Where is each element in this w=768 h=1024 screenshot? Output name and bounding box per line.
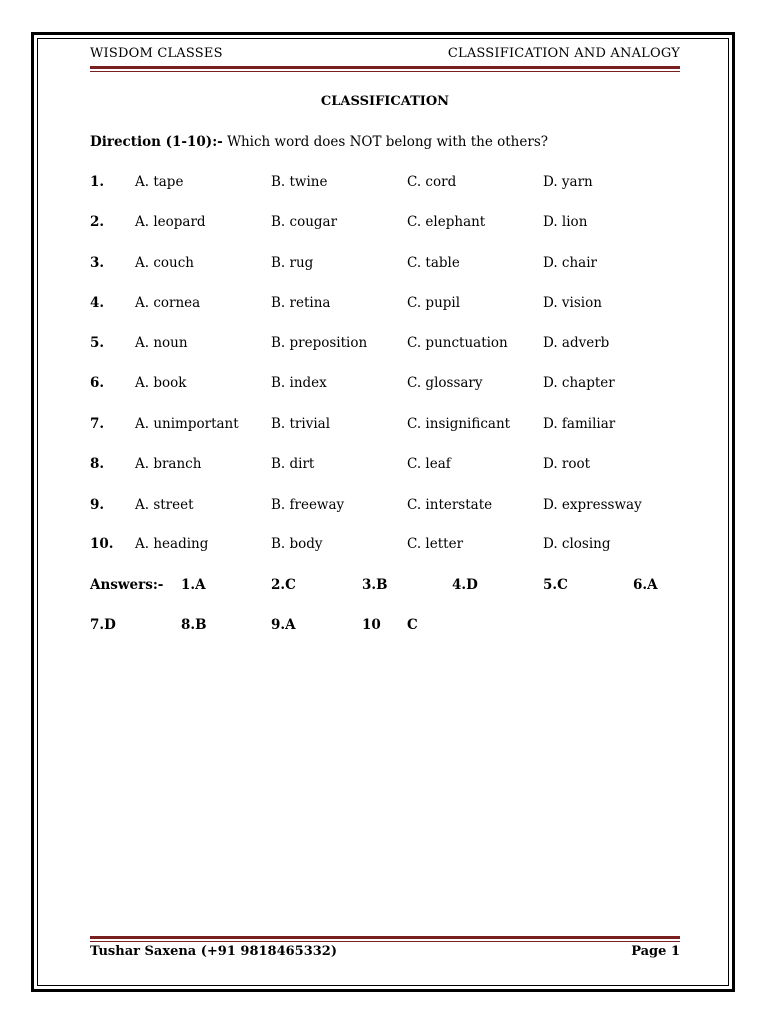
- option-b: B. body: [271, 536, 323, 552]
- answer-item: 3.B: [362, 577, 388, 593]
- option-d: D. vision: [543, 295, 602, 311]
- page-header: [90, 46, 680, 66]
- option-a: A. couch: [135, 255, 194, 271]
- question-row: [90, 335, 680, 355]
- question-row: [90, 295, 680, 315]
- option-d: D. closing: [543, 536, 611, 552]
- direction-label: Direction (1-10):-: [90, 134, 223, 150]
- question-number: 2.: [90, 214, 105, 230]
- question-row: [90, 375, 680, 395]
- option-c: C. insignificant: [407, 416, 511, 432]
- question-number: 8.: [90, 456, 105, 472]
- option-d: D. familiar: [543, 416, 616, 432]
- answer-item: 6.A: [633, 577, 658, 593]
- answers-row-2: [90, 617, 680, 637]
- option-b: B. retina: [271, 295, 331, 311]
- option-c: C. punctuation: [407, 335, 508, 351]
- question-number: 4.: [90, 295, 105, 311]
- question-row: [90, 416, 680, 436]
- option-b: B. rug: [271, 255, 314, 271]
- answer-item: 4.D: [452, 577, 478, 593]
- option-b: B. preposition: [271, 335, 368, 351]
- footer-rule-thick: [90, 936, 680, 939]
- question-row: [90, 255, 680, 275]
- header-left-text: WISDOM CLASSES: [90, 46, 223, 61]
- option-d: D. root: [543, 456, 591, 472]
- option-c: C. cord: [407, 174, 457, 190]
- question-number: 7.: [90, 416, 105, 432]
- option-c: C. letter: [407, 536, 464, 552]
- header-rule-thin: [90, 71, 680, 72]
- option-b: B. twine: [271, 174, 328, 190]
- answer-item: 7.D: [90, 617, 116, 633]
- option-d: D. yarn: [543, 174, 593, 190]
- option-d: D. expressway: [543, 497, 642, 513]
- option-a: A. unimportant: [135, 416, 239, 432]
- option-c: C. pupil: [407, 295, 461, 311]
- answer-item: 5.C: [543, 577, 568, 593]
- answer-item: 1.A: [181, 577, 206, 593]
- question-number: 3.: [90, 255, 105, 271]
- option-c: C. interstate: [407, 497, 493, 513]
- answer-item: 9.A: [271, 617, 296, 633]
- option-a: A. tape: [135, 174, 184, 190]
- answer-item: C: [407, 617, 418, 633]
- option-a: A. book: [135, 375, 187, 391]
- question-row: [90, 214, 680, 234]
- option-d: D. adverb: [543, 335, 610, 351]
- option-a: A. noun: [135, 335, 188, 351]
- direction-text: Which word does NOT belong with the others?: [222, 134, 548, 150]
- question-row: [90, 536, 680, 556]
- option-d: D. chapter: [543, 375, 615, 391]
- option-b: B. index: [271, 375, 327, 391]
- header-rule-thick: [90, 66, 680, 69]
- option-a: A. leopard: [135, 214, 206, 230]
- footer-rule-thin: [90, 941, 680, 942]
- answer-item: 2.C: [271, 577, 296, 593]
- option-a: A. street: [135, 497, 194, 513]
- option-a: A. branch: [135, 456, 202, 472]
- question-number: 5.: [90, 335, 105, 351]
- question-number: 6.: [90, 375, 105, 391]
- header-right-text: CLASSIFICATION AND ANALOGY: [447, 46, 680, 61]
- question-number: 1.: [90, 174, 105, 190]
- answers-label: Answers:-: [90, 577, 164, 593]
- question-number: 9.: [90, 497, 105, 513]
- direction-line: [90, 134, 548, 150]
- question-row: [90, 456, 680, 476]
- option-a: A. cornea: [135, 295, 201, 311]
- option-c: C. table: [407, 255, 460, 271]
- option-b: B. cougar: [271, 214, 338, 230]
- question-row: [90, 497, 680, 517]
- page-title: CLASSIFICATION: [320, 94, 450, 109]
- answer-item: 8.B: [181, 617, 207, 633]
- option-b: B. trivial: [271, 416, 331, 432]
- page-number: Page 1: [631, 944, 680, 959]
- option-c: C. leaf: [407, 456, 451, 472]
- page-footer: [90, 944, 680, 964]
- question-number: 10.: [90, 536, 114, 552]
- option-c: C. elephant: [407, 214, 486, 230]
- option-d: D. lion: [543, 214, 588, 230]
- question-row: [90, 174, 680, 194]
- footer-author: Tushar Saxena (+91 9818465332): [90, 944, 337, 959]
- answers-row-1: [90, 577, 680, 597]
- option-c: C. glossary: [407, 375, 483, 391]
- answer-item: 10: [362, 617, 381, 633]
- option-a: A. heading: [135, 536, 209, 552]
- option-d: D. chair: [543, 255, 597, 271]
- option-b: B. freeway: [271, 497, 345, 513]
- option-b: B. dirt: [271, 456, 315, 472]
